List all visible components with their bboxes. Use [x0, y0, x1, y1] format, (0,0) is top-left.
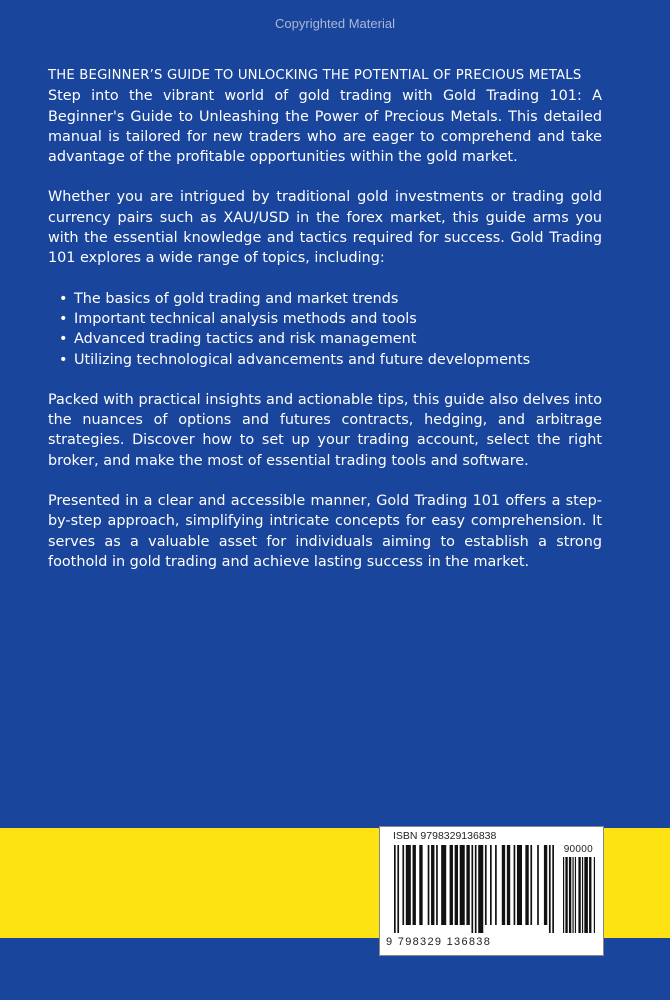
list-item-text: The basics of gold trading and market trends [74, 290, 399, 307]
closing-paragraph: Presented in a clear and accessible manner, Gold Trading 101 offers a step-by-step approach, simplifying intricate concepts for easy comprehension. It serves as a valuable asset for individuals aiming to establish a strong foothold in gold trading and achieve lasting success in the market. [48, 493, 602, 570]
barcode-bar [549, 845, 551, 933]
list-item-text: Advanced trading tactics and risk management [74, 331, 417, 348]
barcode-bar [450, 845, 453, 925]
barcode-bar [582, 857, 583, 933]
barcode-bar [537, 845, 539, 925]
barcode-box [379, 826, 604, 956]
topics-paragraph: Whether you are intrigued by traditional gold investments or trading gold currency pairs such as XAU/USD in the forex market, this guide arms you with the essential knowledge and tactics required for success. Gold Trading 101 explores a wide range of topics, including: [48, 189, 602, 267]
barcode-digits: 9 798329 136838 [386, 936, 492, 948]
list-item [48, 289, 602, 309]
barcode-bar [589, 857, 591, 933]
cover-heading: THE BEGINNER’S GUIDE TO UNLOCKING THE POTENTIAL OF PRECIOUS METALS [48, 68, 582, 83]
list-item [48, 309, 602, 329]
barcode-bar [575, 857, 576, 933]
list-item-text: Important technical analysis methods and tools [74, 310, 417, 327]
barcode-bar [552, 845, 554, 933]
barcode-bar [525, 845, 528, 925]
barcode-bar [413, 845, 416, 925]
barcode-bar [594, 857, 595, 933]
barcode-bar [455, 845, 458, 925]
barcode-bar [436, 845, 438, 925]
bullet-icon: • [59, 290, 68, 307]
barcode-bar [507, 845, 510, 925]
barcode-bar [578, 857, 580, 933]
topics-list [48, 289, 602, 370]
barcode-bar [471, 845, 473, 933]
list-item-text: Utilizing technological advancements and future developments [74, 351, 531, 368]
barcode-bar [431, 845, 434, 925]
barcode-bar [565, 857, 567, 933]
barcode-bar [584, 857, 588, 933]
barcode-bar [517, 845, 522, 925]
barcode-bar [485, 845, 487, 925]
barcode-bar [441, 845, 446, 925]
barcode-bar [544, 845, 547, 925]
description-block [48, 66, 602, 572]
copyright-watermark: Copyrighted Material [275, 16, 395, 31]
barcode-bar [419, 845, 422, 925]
bullet-icon: • [59, 351, 68, 368]
barcode-bar [530, 845, 532, 925]
list-item [48, 350, 602, 370]
barcode-bar [460, 845, 465, 925]
barcode-bar [466, 845, 469, 925]
intro-paragraph: Step into the vibrant world of gold trading with Gold Trading 101: A Beginner's Guide to Unleashing the Power of Precious Metals. This detailed manual is tailored for new traders who are eager to comprehend and take advantage of the profitable opportunities within the gold market. [48, 88, 602, 166]
barcode-image [394, 845, 554, 933]
bullet-icon: • [59, 331, 68, 348]
barcode-bar [428, 845, 430, 925]
price-code: 90000 [563, 844, 593, 855]
barcode-bar [569, 857, 571, 933]
barcode-bar [397, 845, 399, 933]
price-barcode-image [563, 857, 595, 933]
barcode-bar [490, 845, 492, 925]
strategies-paragraph: Packed with practical insights and actionable tips, this guide also delves into the nuances of options and futures contracts, hedging, and arbitrage strategies. Discover how to set up your trading account, select the right broker, and make the most of essential trading tools and software. [48, 391, 602, 469]
barcode-bar [572, 857, 573, 933]
bullet-icon: • [59, 310, 68, 327]
barcode-bar [406, 845, 411, 925]
barcode-bar [563, 857, 564, 933]
list-item [48, 329, 602, 349]
barcode-bar [394, 845, 396, 933]
barcode-bar [475, 845, 477, 933]
barcode-bar [495, 845, 497, 925]
barcode-bar [478, 845, 483, 933]
barcode-bar [502, 845, 505, 925]
isbn-label: ISBN 9798329136838 [393, 830, 497, 842]
barcode-bar [402, 845, 404, 925]
barcode-bar [514, 845, 516, 925]
